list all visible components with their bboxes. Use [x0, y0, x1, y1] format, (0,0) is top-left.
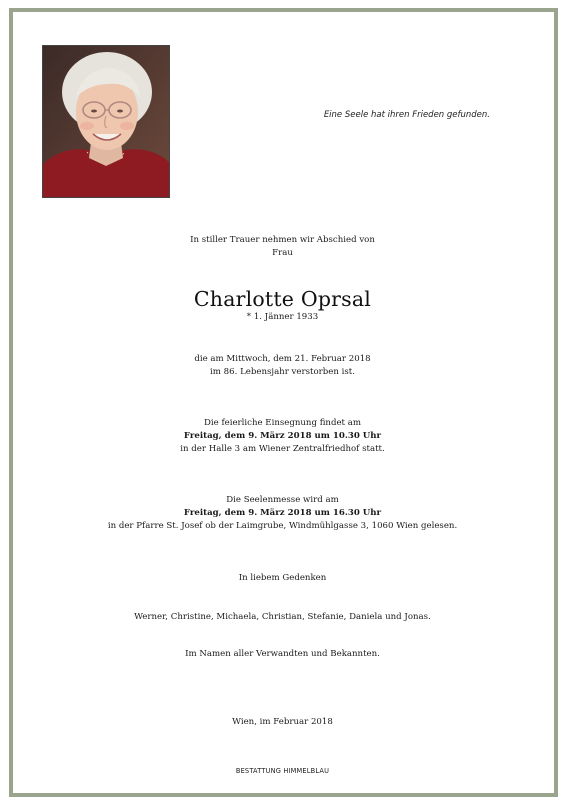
- blessing-intro: Die feierliche Einsegnung findet am: [203, 418, 362, 428]
- blessing-block: [0, 417, 565, 456]
- intro-line: In stiller Trauer nehmen wir Abschied von: [190, 235, 375, 245]
- birth-date: * 1. Jänner 1933: [246, 312, 319, 322]
- blessing-date: Freitag, dem 9. März 2018 um 10.30 Uhr: [183, 431, 382, 441]
- motto-text: Eine Seele hat ihren Frieden gefunden.: [323, 110, 490, 120]
- death-block: [0, 353, 565, 379]
- relatives-line: Im Namen aller Verwandten und Bekannten.: [185, 649, 380, 659]
- funeral-home-name: BESTATTUNG HIMMELBLAU: [235, 767, 330, 775]
- portrait-photo: [42, 45, 170, 198]
- deceased-name: Charlotte Oprsal: [193, 287, 372, 311]
- age-line: im 86. Lebensjahr verstorben ist.: [210, 367, 355, 377]
- death-date: die am Mittwoch, dem 21. Februar 2018: [194, 354, 371, 364]
- intro-block: [0, 234, 565, 260]
- mass-block: [0, 494, 565, 533]
- mass-date: Freitag, dem 9. März 2018 um 16.30 Uhr: [183, 508, 382, 518]
- portrait-image: [43, 46, 169, 197]
- blessing-location: in der Halle 3 am Wiener Zentralfriedhof statt.: [180, 444, 385, 454]
- intro-title: Frau: [272, 248, 293, 258]
- place-date-line: Wien, im Februar 2018: [232, 717, 333, 727]
- memory-line: In liebem Gedenken: [238, 573, 327, 583]
- mourners-line: Werner, Christine, Michaela, Christian, Stefanie, Daniela und Jonas.: [134, 612, 431, 622]
- mass-intro: Die Seelenmesse wird am: [226, 495, 339, 505]
- mass-location: in der Pfarre St. Josef ob der Laimgrube, Windmühlgasse 3, 1060 Wien gelesen.: [107, 521, 458, 531]
- deceased-block: [0, 287, 565, 324]
